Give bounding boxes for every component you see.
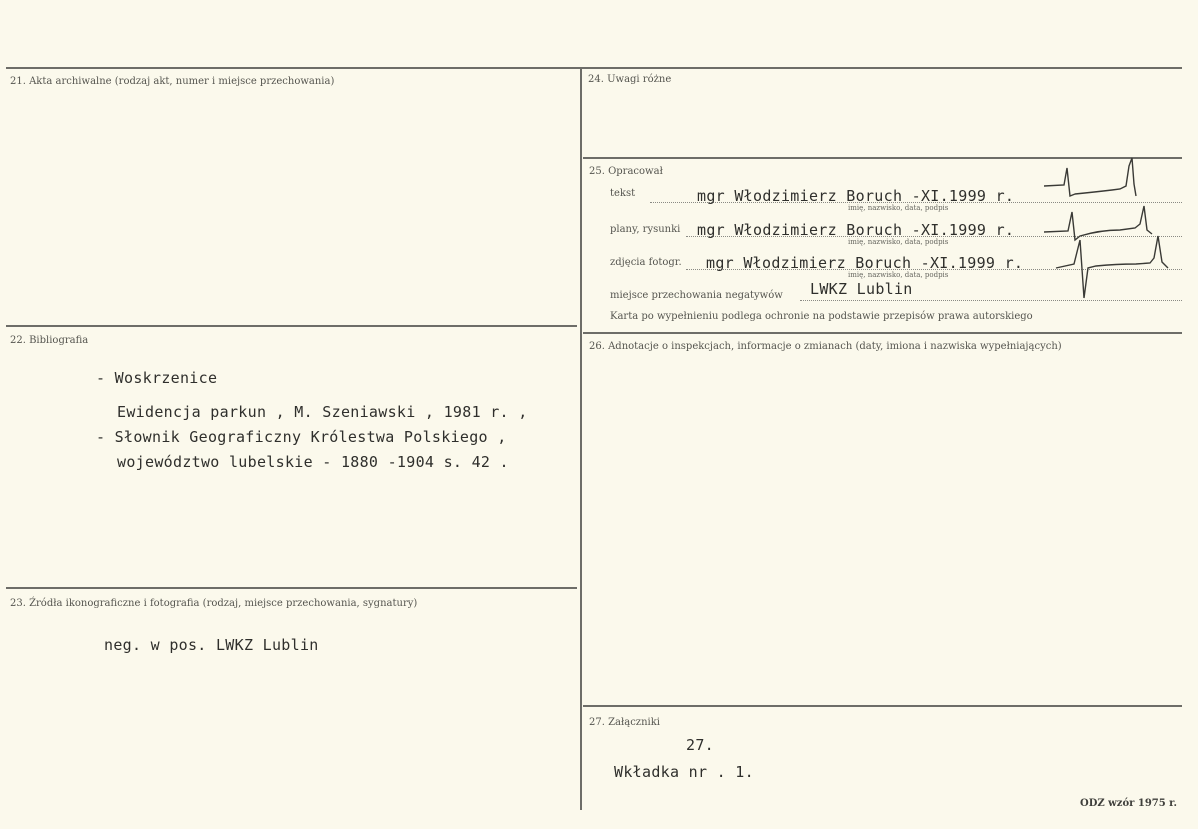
section-27-label: 27. Załączniki: [589, 717, 660, 728]
text-author-label: tekst: [610, 188, 636, 199]
plans-author-caption: imię, nazwisko, data, podpis: [848, 238, 949, 246]
rule-21-22: [6, 325, 577, 327]
bibliography-line-2: Ewidencja parkun , M. Szeniawski , 1981 r. ,: [117, 403, 528, 421]
rule-25-26: [583, 332, 1182, 334]
signature-3: [1050, 228, 1180, 302]
form-footer: ODZ wzór 1975 r.: [1080, 798, 1178, 809]
iconography-value: neg. w pos. LWKZ Lublin: [104, 636, 319, 654]
section-21-label: 21. Akta archiwalne (rodzaj akt, numer i miejsce przechowania): [10, 76, 335, 87]
photos-author-label: zdjęcia fotogr.: [610, 257, 682, 268]
bibliography-line-3: - Słownik Geograficzny Królestwa Polskiego ,: [96, 428, 507, 446]
text-author-caption: imię, nazwisko, data, podpis: [848, 204, 949, 212]
rule-26-27: [583, 705, 1182, 707]
section-24-label: 24. Uwagi różne: [588, 74, 672, 85]
bibliography-line-4: województwo lubelskie - 1880 -1904 s. 42 .: [117, 453, 509, 471]
photos-author-caption: imię, nazwisko, data, podpis: [848, 271, 949, 279]
section-23-label: 23. Źródła ikonograficzne i fotografia (rodzaj, miejsce przechowania, sygnatury): [10, 598, 418, 609]
plans-author-label: plany, rysunki: [610, 224, 681, 235]
plans-author-value: mgr Włodzimierz Boruch -XI.1999 r.: [697, 221, 1015, 239]
photos-author-value: mgr Włodzimierz Boruch -XI.1999 r.: [706, 254, 1024, 272]
attachment-number: 27.: [686, 736, 714, 754]
rule-22-23: [6, 587, 577, 589]
top-rule: [6, 67, 1182, 69]
bibliography-line-1: - Woskrzenice: [96, 369, 218, 387]
negatives-value: LWKZ Lublin: [810, 280, 913, 298]
section-26-label: 26. Adnotacje o inspekcjach, informacje o zmianach (daty, imiona i nazwiska wypełniających): [589, 341, 1062, 352]
text-author-value: mgr Włodzimierz Boruch -XI.1999 r.: [697, 187, 1015, 205]
section-22-label: 22. Bibliografia: [10, 335, 89, 346]
attachment-value: Wkładka nr . 1.: [614, 763, 754, 781]
center-divider: [580, 68, 582, 810]
negatives-label: miejsce przechowania negatywów: [610, 290, 783, 301]
section-25-label: 25. Opracował: [589, 166, 663, 177]
copyright-note: Karta po wypełnieniu podlega ochronie na podstawie przepisów prawa autorskiego: [610, 311, 1033, 322]
